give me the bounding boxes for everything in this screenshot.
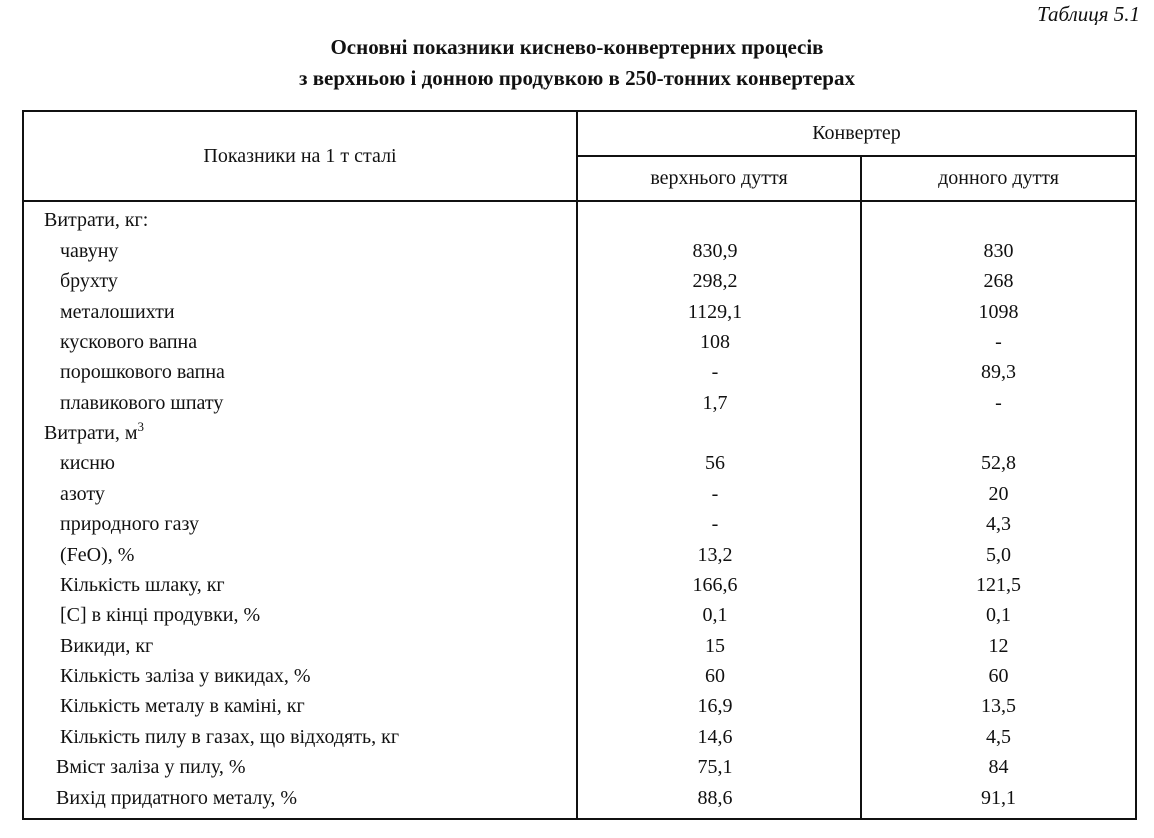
- row-label: Вихід придатного металу, %: [23, 783, 577, 819]
- header-converter: Конвертер: [577, 111, 1136, 156]
- bottom-blowing-value: 89,3: [861, 358, 1136, 388]
- row-label-text: Витрати, м: [44, 422, 138, 445]
- bottom-blowing-value: 121,5: [861, 571, 1136, 601]
- bottom-blowing-value: 1098: [861, 297, 1136, 327]
- table-row: [23, 479, 1136, 509]
- table-row: [23, 297, 1136, 327]
- top-blowing-value: 13,2: [577, 540, 861, 570]
- title-line-1: Основні показники киснево-конвертерних процесів: [330, 35, 824, 59]
- table-row: [23, 201, 1136, 236]
- bottom-blowing-value: -: [861, 388, 1136, 418]
- top-blowing-value: -: [577, 479, 861, 509]
- table-row: [23, 753, 1136, 783]
- row-label: Викиди, кг: [23, 631, 577, 661]
- top-blowing-value: 830,9: [577, 236, 861, 266]
- bottom-blowing-value: 830: [861, 236, 1136, 266]
- top-blowing-value: 298,2: [577, 267, 861, 297]
- row-label: Кількість пилу в газах, що відходять, кг: [23, 722, 577, 752]
- row-label: плавикового шпату: [23, 388, 577, 418]
- header-bottom-blowing: донного дуття: [861, 156, 1136, 201]
- row-label: Кількість металу в каміні, кг: [23, 692, 577, 722]
- row-label: кисню: [23, 449, 577, 479]
- row-label: чавуну: [23, 236, 577, 266]
- table-row: [23, 783, 1136, 819]
- row-label: [C] в кінці продувки, %: [23, 601, 577, 631]
- row-label: природного газу: [23, 510, 577, 540]
- table-row: [23, 236, 1136, 266]
- bottom-blowing-value: 20: [861, 479, 1136, 509]
- document-title: [0, 32, 1154, 94]
- bottom-blowing-value: [861, 419, 1136, 449]
- bottom-blowing-value: 60: [861, 662, 1136, 692]
- bottom-blowing-value: 4,3: [861, 510, 1136, 540]
- row-label: кускового вапна: [23, 328, 577, 358]
- top-blowing-value: 60: [577, 662, 861, 692]
- row-label: [23, 419, 577, 449]
- title-line-2: з верхньою і донною продувкою в 250-тонних конвертерах: [299, 66, 855, 90]
- header-indicators: Показники на 1 т сталі: [23, 111, 577, 201]
- table-row: [23, 601, 1136, 631]
- row-label: металошихти: [23, 297, 577, 327]
- top-blowing-value: -: [577, 358, 861, 388]
- row-label: Вміст заліза у пилу, %: [23, 753, 577, 783]
- top-blowing-value: 14,6: [577, 722, 861, 752]
- bottom-blowing-value: 5,0: [861, 540, 1136, 570]
- row-label: Кількість шлаку, кг: [23, 571, 577, 601]
- table-row: [23, 662, 1136, 692]
- bottom-blowing-value: 268: [861, 267, 1136, 297]
- row-label: азоту: [23, 479, 577, 509]
- row-label: Витрати, кг:: [23, 201, 577, 236]
- table-row: [23, 692, 1136, 722]
- table-row: [23, 510, 1136, 540]
- table-row: [23, 358, 1136, 388]
- table-row: [23, 388, 1136, 418]
- top-blowing-value: 88,6: [577, 783, 861, 819]
- bottom-blowing-value: 12: [861, 631, 1136, 661]
- top-blowing-value: 75,1: [577, 753, 861, 783]
- bottom-blowing-value: 13,5: [861, 692, 1136, 722]
- row-label: порошкового вапна: [23, 358, 577, 388]
- row-label-superscript: 3: [137, 419, 144, 435]
- top-blowing-value: [577, 419, 861, 449]
- bottom-blowing-value: 4,5: [861, 722, 1136, 752]
- row-label: (FeO), %: [23, 540, 577, 570]
- top-blowing-value: [577, 201, 861, 236]
- table-row: [23, 540, 1136, 570]
- top-blowing-value: 108: [577, 328, 861, 358]
- table-row: [23, 419, 1136, 449]
- table-row: [23, 328, 1136, 358]
- row-label: брухту: [23, 267, 577, 297]
- table-row: [23, 267, 1136, 297]
- bottom-blowing-value: 91,1: [861, 783, 1136, 819]
- top-blowing-value: 0,1: [577, 601, 861, 631]
- table-row: [23, 449, 1136, 479]
- top-blowing-value: 1,7: [577, 388, 861, 418]
- top-blowing-value: 56: [577, 449, 861, 479]
- table-caption: Таблиця 5.1: [1037, 2, 1140, 26]
- table-row: [23, 631, 1136, 661]
- bottom-blowing-value: 0,1: [861, 601, 1136, 631]
- bottom-blowing-value: [861, 201, 1136, 236]
- bottom-blowing-value: -: [861, 328, 1136, 358]
- header-top-blowing: верхнього дуття: [577, 156, 861, 201]
- indicators-table: [22, 110, 1137, 820]
- top-blowing-value: 16,9: [577, 692, 861, 722]
- table-row: [23, 722, 1136, 752]
- top-blowing-value: -: [577, 510, 861, 540]
- top-blowing-value: 15: [577, 631, 861, 661]
- top-blowing-value: 166,6: [577, 571, 861, 601]
- row-label: Кількість заліза у викидах, %: [23, 662, 577, 692]
- bottom-blowing-value: 84: [861, 753, 1136, 783]
- table-row: [23, 571, 1136, 601]
- top-blowing-value: 1129,1: [577, 297, 861, 327]
- bottom-blowing-value: 52,8: [861, 449, 1136, 479]
